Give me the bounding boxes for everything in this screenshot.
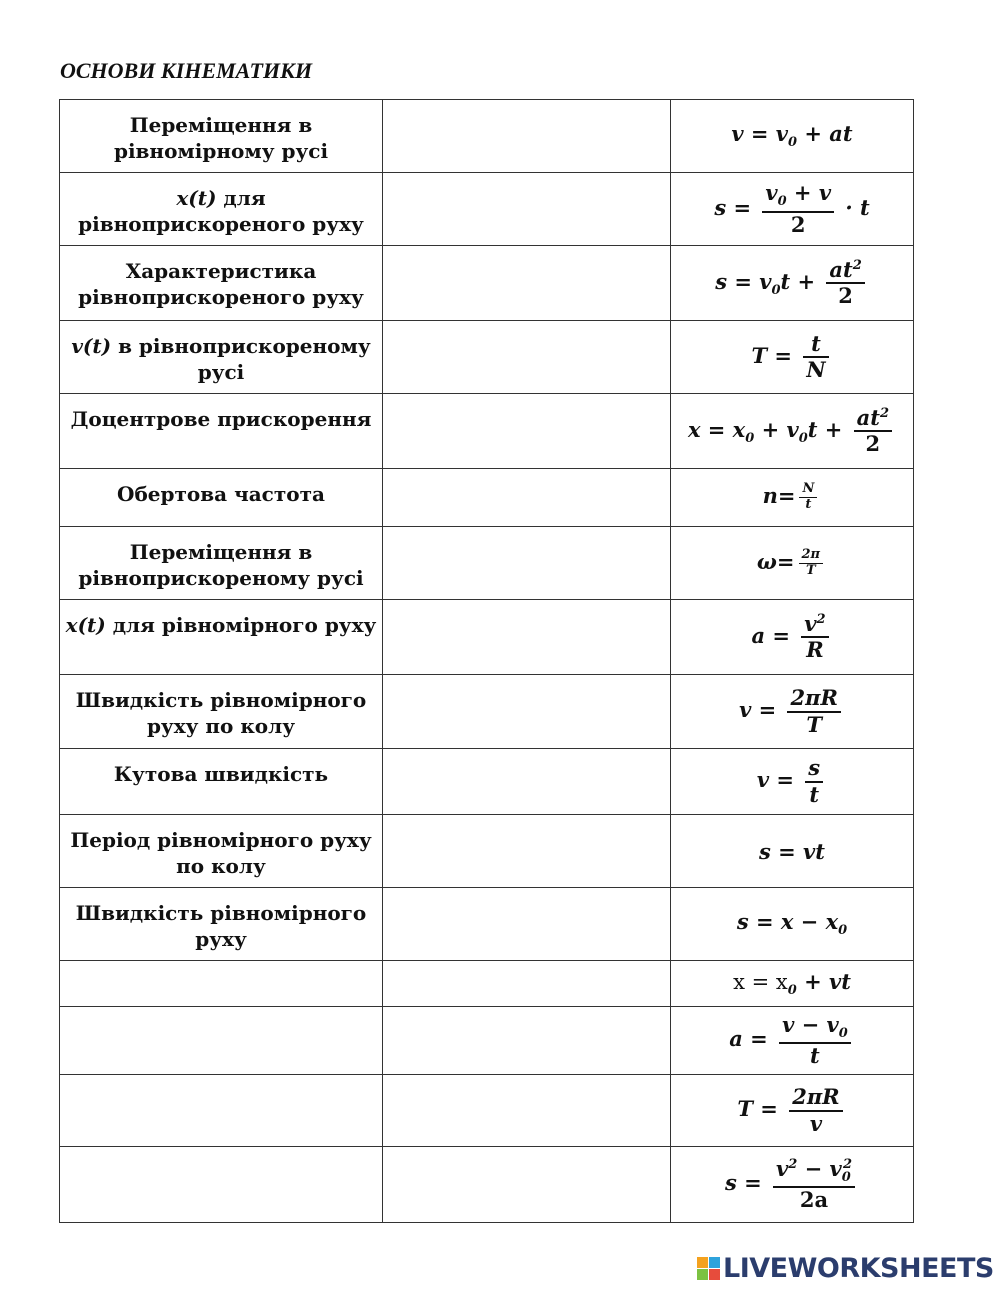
table-row [60,1147,914,1223]
answer-drop-cell[interactable] [383,600,671,675]
answer-drop-zone[interactable] [383,543,670,583]
term-cell [60,815,383,888]
answer-drop-cell[interactable] [383,749,671,815]
answer-drop-zone[interactable] [383,189,670,229]
table-row [60,888,914,961]
table-row [60,749,914,815]
formula: $s = x - x_0$ [736,909,848,939]
answer-drop-cell[interactable] [383,961,671,1007]
logo-blocks-icon [697,1257,720,1280]
table-row [60,1007,914,1075]
term-text: Період рівномірного руху по колу [70,828,372,878]
formula-cell [671,527,914,600]
answer-drop-zone[interactable] [383,964,670,1004]
formula: $x = x_0 + v_0t$ + $\frac{at^2}{2}$ [688,422,896,441]
table-row [60,246,914,321]
formula: T = $\frac{t}{N}$ [751,348,832,367]
table-row [60,469,914,527]
logo-text: LIVEWORKSHEETS [723,1253,994,1284]
term-cell [60,888,383,961]
answer-drop-zone[interactable] [383,263,670,303]
table-row [60,600,914,675]
term-text: Обертова частота [117,482,325,506]
term-text: Характеристика рівноприскореного руху [78,259,364,309]
table-row [60,321,914,394]
term-text: Переміщення в рівноприскореному русі [78,540,364,590]
answer-drop-cell[interactable] [383,888,671,961]
term-cell [60,173,383,246]
term-cell [60,100,383,173]
answer-drop-zone[interactable] [383,411,670,451]
formula-cell [671,100,914,173]
term-text: в рівноприскореному русі [111,334,371,384]
answer-drop-cell[interactable] [383,100,671,173]
liveworksheets-logo [697,1253,994,1284]
term-text: для рівномірного руху [105,613,377,637]
answer-drop-zone[interactable] [383,762,670,802]
term-cell [60,1147,383,1223]
answer-drop-cell[interactable] [383,321,671,394]
formula: v = $\frac{s}{t}$ [757,772,827,791]
formula: $v = v_0$ + at [731,121,853,151]
answer-drop-zone[interactable] [383,831,670,871]
term-cell [60,469,383,527]
answer-drop-cell[interactable] [383,173,671,246]
formula-cell [671,173,914,246]
answer-drop-cell[interactable] [383,394,671,469]
formula: $s = v_0t$ + $\frac{at^2}{2}$ [715,274,869,293]
table-row [60,394,914,469]
answer-drop-zone[interactable] [383,692,670,732]
formula: $x = x_0$ + vt [733,968,851,999]
formula-cell [671,1007,914,1075]
formula: s = vt [759,838,825,864]
formula: a = $\frac{v^2}{R}$ [751,628,832,647]
term-text: Швидкість рівномірного руху [75,901,367,951]
answer-drop-cell[interactable] [383,815,671,888]
formula-cell [671,469,914,527]
term-cell [60,246,383,321]
formula: ω= $\frac{2\pi}{T}$ [757,554,827,573]
answer-drop-zone[interactable] [383,337,670,377]
term-cell [60,394,383,469]
answer-drop-cell[interactable] [383,1007,671,1075]
table-row [60,815,914,888]
table-row [60,173,914,246]
table-row [60,1075,914,1147]
formula-cell [671,749,914,815]
table-row [60,100,914,173]
answer-drop-zone[interactable] [383,904,670,944]
term-cell [60,321,383,394]
answer-drop-zone[interactable] [383,478,670,518]
answer-drop-cell[interactable] [383,1147,671,1223]
formula: a = $\frac{v - v_0}{t}$ [729,1031,855,1050]
term-text: для рівноприскореного руху [78,186,364,236]
term-cell [60,749,383,815]
formula: T = $\frac{2\pi R}{v}$ [737,1101,846,1120]
worksheet-title: ОСНОВИ КІНЕМАТИКИ [60,58,313,83]
term-cell [60,675,383,749]
formula-cell [671,961,914,1007]
term-text: Доцентрове прискорення [70,407,372,431]
answer-drop-cell[interactable] [383,469,671,527]
formula: n= $\frac{N}{t}$ [763,488,822,507]
term-variable: v(t) [71,334,112,358]
answer-drop-zone[interactable] [383,116,670,156]
term-cell [60,1007,383,1075]
answer-drop-cell[interactable] [383,675,671,749]
term-variable: x(t) [65,613,106,637]
formula: v = $\frac{2\pi R}{T}$ [739,702,845,721]
term-text: Кутова швидкість [113,762,329,786]
term-variable: x(t) [176,186,217,210]
formula-cell [671,600,914,675]
formula: s = $\frac{v^2 - v_0^2}{2a}$ [725,1175,859,1194]
answer-drop-zone[interactable] [383,617,670,657]
answer-drop-cell[interactable] [383,1075,671,1147]
answer-drop-cell[interactable] [383,246,671,321]
answer-drop-cell[interactable] [383,527,671,600]
answer-drop-zone[interactable] [383,1021,670,1061]
matching-table [59,99,914,1223]
table-row [60,675,914,749]
term-cell [60,600,383,675]
answer-drop-zone[interactable] [383,1165,670,1205]
term-text: Швидкість рівномірного руху по колу [75,688,367,738]
formula-cell [671,675,914,749]
formula-cell [671,888,914,961]
answer-drop-zone[interactable] [383,1091,670,1131]
formula-cell [671,815,914,888]
formula-cell [671,1075,914,1147]
table-row [60,527,914,600]
formula: s = $\frac{v_0 + v}{2}$ · t [714,180,870,237]
formula-cell [671,246,914,321]
formula-cell [671,1147,914,1223]
term-cell [60,961,383,1007]
term-cell [60,527,383,600]
table-row [60,961,914,1007]
term-cell [60,1075,383,1147]
formula-cell [671,321,914,394]
term-text: Переміщення в рівномірному русі [113,113,329,163]
formula-cell [671,394,914,469]
